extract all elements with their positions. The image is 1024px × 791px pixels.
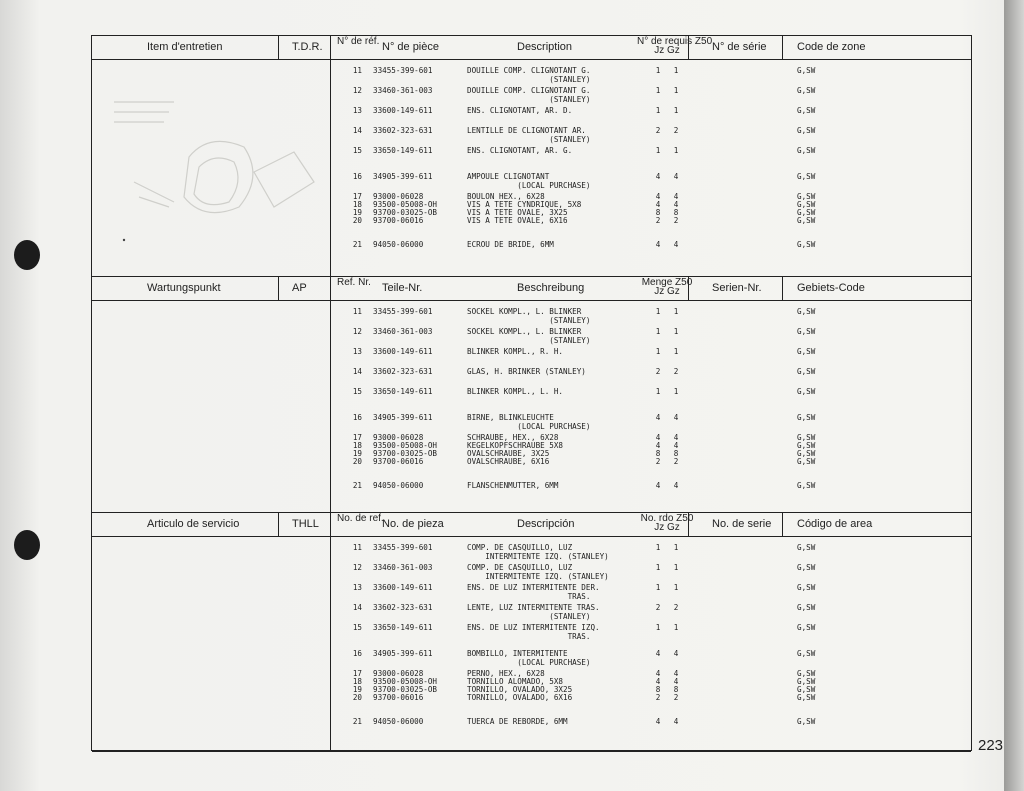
quantity-gz: 4	[673, 433, 679, 442]
part-description: TORNILLO, OVALADO, 3X25	[467, 685, 573, 694]
part-description: DOUILLE COMP. CLIGNOTANT G. (STANLEY)	[467, 86, 591, 104]
quantity-jz: 1	[655, 327, 661, 336]
quantity-gz: 4	[673, 717, 679, 726]
quantity-jz: 4	[655, 172, 661, 181]
ref-number: 20	[352, 693, 362, 702]
binding-edge	[1004, 0, 1024, 791]
part-number: 94050-06000	[373, 481, 424, 490]
quantity-gz: 1	[673, 563, 679, 572]
part-number: 34905-399-611	[373, 172, 433, 181]
part-description: VIS A TETE OVALE, 3X25	[467, 208, 568, 217]
quantity-gz: 1	[673, 387, 679, 396]
parts-table-frame	[91, 35, 972, 751]
ref-number: 14	[352, 603, 362, 612]
part-description: SOCKEL KOMPL., L. BLINKER (STANLEY)	[467, 327, 591, 345]
part-description: BLINKER KOMPL., L. H.	[467, 387, 564, 396]
part-number: 34905-399-611	[373, 649, 433, 658]
part-number: 33650-149-611	[373, 387, 433, 396]
zone-code: G,SW	[797, 172, 816, 181]
section-header	[92, 277, 971, 301]
header-ref-number: N° de réf.	[337, 36, 380, 47]
zone-code: G,SW	[797, 307, 816, 316]
part-description: TUERCA DE REBORDE, 6MM	[467, 717, 568, 726]
quantity-jz: 2	[655, 457, 661, 466]
quantity-jz: 4	[655, 413, 661, 422]
header-divider	[688, 513, 689, 537]
header-quantity-model: N° de requis Z50	[637, 36, 713, 47]
quantity-gz: 1	[673, 106, 679, 115]
part-number: 93000-06028	[373, 192, 424, 201]
part-description: ENS. CLIGNOTANT, AR. D.	[467, 106, 573, 115]
quantity-jz: 4	[655, 649, 661, 658]
quantity-gz: 4	[673, 669, 679, 678]
ref-number: 19	[352, 685, 362, 694]
zone-code: G,SW	[797, 717, 816, 726]
header-serial-number: No. de serie	[712, 518, 772, 530]
ref-number: 16	[352, 172, 362, 181]
header-ref-number: No. de ref.	[337, 513, 384, 524]
part-description: KEGELKOPFSCHRAUBE 5X8	[467, 441, 564, 450]
header-part-number: Teile-Nr.	[382, 282, 423, 294]
header-description: Beschreibung	[517, 282, 585, 294]
binder-hole-top	[14, 240, 40, 270]
part-number: 93500-05008-OH	[373, 677, 438, 686]
zone-code: G,SW	[797, 583, 816, 592]
header-divider	[278, 36, 279, 60]
part-number: 93700-06016	[373, 457, 424, 466]
quantity-jz: 4	[655, 240, 661, 249]
quantity-gz: 1	[673, 623, 679, 632]
part-number: 33600-149-611	[373, 583, 433, 592]
ref-number: 14	[352, 367, 362, 376]
zone-code: G,SW	[797, 200, 816, 209]
zone-code: G,SW	[797, 347, 816, 356]
parts-section-german	[92, 277, 971, 513]
part-description: DOUILLE COMP. CLIGNOTANT G. (STANLEY)	[467, 66, 591, 84]
part-number: 94050-06000	[373, 717, 424, 726]
ref-number: 18	[352, 677, 362, 686]
part-description: COMP. DE CASQUILLO, LUZ INTERMITENTE IZQ. (STANLEY)	[467, 543, 609, 561]
quantity-gz: 1	[673, 146, 679, 155]
ref-number: 11	[352, 543, 362, 552]
quantity-gz: 1	[673, 327, 679, 336]
quantity-gz: 2	[673, 457, 679, 466]
ref-number: 21	[352, 717, 362, 726]
ref-number: 11	[352, 66, 362, 75]
part-number: 33602-323-631	[373, 126, 433, 135]
zone-code: G,SW	[797, 66, 816, 75]
quantity-gz: 4	[673, 677, 679, 686]
zone-code: G,SW	[797, 327, 816, 336]
zone-code: G,SW	[797, 669, 816, 678]
quantity-jz: 2	[655, 216, 661, 225]
zone-code: G,SW	[797, 86, 816, 95]
quantity-gz: 1	[673, 86, 679, 95]
part-number: 93700-03025-OB	[373, 449, 438, 458]
ref-number: 17	[352, 433, 362, 442]
quantity-gz: 4	[673, 172, 679, 181]
part-description: BIRNE, BLINKLEUCHTE (LOCAL PURCHASE)	[467, 413, 591, 431]
quantity-gz: 1	[673, 307, 679, 316]
quantity-jz: 2	[655, 693, 661, 702]
quantity-jz: 1	[655, 347, 661, 356]
header-divider	[688, 36, 689, 60]
part-description: SOCKEL KOMPL., L. BLINKER (STANLEY)	[467, 307, 591, 325]
ref-number: 15	[352, 623, 362, 632]
part-description: LENTILLE DE CLIGNOTANT AR. (STANLEY)	[467, 126, 591, 144]
part-description: BLINKER KOMPL., R. H.	[467, 347, 564, 356]
part-description: VIS A TETE OVALE, 6X16	[467, 216, 568, 225]
page-number: 223	[978, 737, 1004, 754]
zone-code: G,SW	[797, 563, 816, 572]
quantity-jz: 1	[655, 146, 661, 155]
zone-code: G,SW	[797, 433, 816, 442]
header-description: Description	[517, 41, 573, 53]
ref-number: 18	[352, 441, 362, 450]
part-description: AMPOULE CLIGNOTANT (LOCAL PURCHASE)	[467, 172, 591, 190]
quantity-gz: 2	[673, 603, 679, 612]
part-description: VIS A TETE CYNDRIQUE, 5X8	[467, 200, 582, 209]
part-description: OVALSCHRAUBE, 6X16	[467, 457, 550, 466]
section-header	[92, 513, 971, 537]
ref-number: 21	[352, 481, 362, 490]
header-item: Wartungspunkt	[147, 282, 221, 294]
zone-code: G,SW	[797, 192, 816, 201]
quantity-gz: 8	[673, 449, 679, 458]
header-divider	[782, 36, 783, 60]
part-number: 93000-06028	[373, 433, 424, 442]
quantity-jz: 1	[655, 66, 661, 75]
ref-number: 17	[352, 669, 362, 678]
part-number: 33455-399-601	[373, 66, 433, 75]
part-number: 93700-03025-OB	[373, 685, 438, 694]
quantity-gz: 4	[673, 200, 679, 209]
quantity-gz: 2	[673, 126, 679, 135]
quantity-gz: 8	[673, 208, 679, 217]
zone-code: G,SW	[797, 387, 816, 396]
ref-number: 17	[352, 192, 362, 201]
quantity-jz: 2	[655, 603, 661, 612]
zone-code: G,SW	[797, 449, 816, 458]
quantity-jz: 1	[655, 583, 661, 592]
part-number: 33650-149-611	[373, 623, 433, 632]
part-description: BOMBILLO, INTERMITENTE (LOCAL PURCHASE)	[467, 649, 591, 667]
binder-hole-bottom	[14, 530, 40, 560]
quantity-gz: 2	[673, 367, 679, 376]
header-part-number: No. de pieza	[382, 518, 444, 530]
header-divider	[688, 277, 689, 301]
part-number: 33460-361-003	[373, 563, 433, 572]
parts-section-french	[92, 36, 971, 277]
quantity-jz: 4	[655, 481, 661, 490]
header-serial-number: N° de série	[712, 41, 767, 53]
header-quantity-variants: Jz Gz	[654, 286, 680, 297]
quantity-jz: 4	[655, 192, 661, 201]
zone-code: G,SW	[797, 441, 816, 450]
header-divider	[782, 513, 783, 537]
header-zone-code: Código de area	[797, 518, 873, 530]
zone-code: G,SW	[797, 457, 816, 466]
header-serial-number: Serien-Nr.	[712, 282, 762, 294]
zone-code: G,SW	[797, 693, 816, 702]
part-number: 93700-03025-OB	[373, 208, 438, 217]
quantity-gz: 1	[673, 583, 679, 592]
ref-number: 13	[352, 106, 362, 115]
header-divider	[278, 513, 279, 537]
part-description: ENS. DE LUZ INTERMITENTE DER. TRAS.	[467, 583, 600, 601]
part-number: 93700-06016	[373, 216, 424, 225]
quantity-gz: 1	[673, 347, 679, 356]
zone-code: G,SW	[797, 481, 816, 490]
ref-number: 20	[352, 457, 362, 466]
header-description: Descripción	[517, 518, 575, 530]
quantity-jz: 4	[655, 200, 661, 209]
quantity-gz: 2	[673, 693, 679, 702]
ref-number: 19	[352, 208, 362, 217]
header-ref-number: Ref. Nr.	[337, 277, 371, 288]
quantity-jz: 1	[655, 106, 661, 115]
section-header	[92, 36, 971, 60]
quantity-jz: 4	[655, 441, 661, 450]
zone-code: G,SW	[797, 543, 816, 552]
zone-code: G,SW	[797, 603, 816, 612]
zone-code: G,SW	[797, 146, 816, 155]
parts-section-spanish	[92, 513, 971, 752]
quantity-jz: 4	[655, 717, 661, 726]
quantity-gz: 2	[673, 216, 679, 225]
ref-number: 13	[352, 347, 362, 356]
part-number: 93000-06028	[373, 669, 424, 678]
ref-number: 12	[352, 327, 362, 336]
part-description: OVALSCHRAUBE, 3X25	[467, 449, 550, 458]
header-part-number: N° de pièce	[382, 41, 439, 53]
ref-number: 18	[352, 200, 362, 209]
quantity-gz: 4	[673, 481, 679, 490]
zone-code: G,SW	[797, 649, 816, 658]
part-number: 33460-361-003	[373, 86, 433, 95]
zone-code: G,SW	[797, 216, 816, 225]
part-number: 94050-06000	[373, 240, 424, 249]
ref-number: 15	[352, 387, 362, 396]
header-item: Articulo de servicio	[147, 518, 240, 530]
header-zone-code: Code de zone	[797, 41, 866, 53]
part-number: 33460-361-003	[373, 327, 433, 336]
part-description: LENTE, LUZ INTERMITENTE TRAS. (STANLEY)	[467, 603, 600, 621]
part-description: COMP. DE CASQUILLO, LUZ INTERMITENTE IZQ. (STANLEY)	[467, 563, 609, 581]
ref-number: 12	[352, 563, 362, 572]
header-divider	[278, 277, 279, 301]
part-number: 33602-323-631	[373, 367, 433, 376]
header-zone-code: Gebiets-Code	[797, 282, 865, 294]
quantity-gz: 1	[673, 543, 679, 552]
header-quantity-variants: Jz Gz	[654, 45, 680, 56]
header-quantity-model: No. rdo Z50	[640, 513, 694, 524]
part-number: 33455-399-601	[373, 543, 433, 552]
header-tdr: AP	[292, 282, 307, 294]
zone-code: G,SW	[797, 623, 816, 632]
header-quantity-model: Menge Z50	[641, 277, 693, 288]
ref-number: 11	[352, 307, 362, 316]
zone-code: G,SW	[797, 240, 816, 249]
part-description: GLAS, H. BRINKER (STANLEY)	[467, 367, 586, 376]
part-number: 93500-05008-OH	[373, 441, 438, 450]
part-description: FLANSCHENMUTTER, 6MM	[467, 481, 559, 490]
zone-code: G,SW	[797, 126, 816, 135]
column-divider	[330, 36, 331, 750]
header-divider	[782, 277, 783, 301]
part-number: 33600-149-611	[373, 106, 433, 115]
quantity-gz: 4	[673, 413, 679, 422]
part-description: PERNO, HEX., 6X28	[467, 669, 545, 678]
ref-number: 14	[352, 126, 362, 135]
quantity-jz: 1	[655, 623, 661, 632]
part-description: TORNILLO ALOMADO, 5X8	[467, 677, 564, 686]
quantity-jz: 2	[655, 367, 661, 376]
exploded-view-diagram	[94, 62, 329, 282]
quantity-gz: 4	[673, 192, 679, 201]
quantity-jz: 1	[655, 307, 661, 316]
ref-number: 15	[352, 146, 362, 155]
quantity-jz: 4	[655, 433, 661, 442]
header-tdr: THLL	[292, 518, 319, 530]
quantity-jz: 1	[655, 86, 661, 95]
ref-number: 21	[352, 240, 362, 249]
part-number: 33650-149-611	[373, 146, 433, 155]
quantity-jz: 8	[655, 685, 661, 694]
part-description: BOULON HEX., 6X28	[467, 192, 545, 201]
part-number: 33602-323-631	[373, 603, 433, 612]
ref-number: 16	[352, 649, 362, 658]
header-tdr: T.D.R.	[292, 41, 323, 53]
header-quantity-variants: Jz Gz	[654, 522, 680, 533]
zone-code: G,SW	[797, 367, 816, 376]
part-number: 34905-399-611	[373, 413, 433, 422]
part-number: 93700-06016	[373, 693, 424, 702]
quantity-jz: 8	[655, 449, 661, 458]
part-description: ECROU DE BRIDE, 6MM	[467, 240, 554, 249]
zone-code: G,SW	[797, 677, 816, 686]
quantity-jz: 2	[655, 126, 661, 135]
part-number: 33455-399-601	[373, 307, 433, 316]
quantity-gz: 4	[673, 441, 679, 450]
part-description: ENS. DE LUZ INTERMITENTE IZQ. TRAS.	[467, 623, 600, 641]
zone-code: G,SW	[797, 208, 816, 217]
ref-number: 12	[352, 86, 362, 95]
zone-code: G,SW	[797, 106, 816, 115]
zone-code: G,SW	[797, 685, 816, 694]
part-number: 33600-149-611	[373, 347, 433, 356]
quantity-jz: 1	[655, 563, 661, 572]
part-description: TORNILLO, OVALADO, 6X16	[467, 693, 573, 702]
quantity-jz: 4	[655, 669, 661, 678]
header-item: Item d'entretien	[147, 41, 223, 53]
part-description: ENS. CLIGNOTANT, AR. G.	[467, 146, 573, 155]
quantity-jz: 4	[655, 677, 661, 686]
quantity-jz: 1	[655, 387, 661, 396]
ref-number: 13	[352, 583, 362, 592]
part-number: 93500-05008-OH	[373, 200, 438, 209]
quantity-gz: 4	[673, 240, 679, 249]
ref-number: 19	[352, 449, 362, 458]
quantity-gz: 1	[673, 66, 679, 75]
quantity-gz: 8	[673, 685, 679, 694]
ref-number: 16	[352, 413, 362, 422]
zone-code: G,SW	[797, 413, 816, 422]
ref-number: 20	[352, 216, 362, 225]
quantity-gz: 4	[673, 649, 679, 658]
quantity-jz: 1	[655, 543, 661, 552]
part-description: SCHRAUBE, HEX., 6X28	[467, 433, 559, 442]
quantity-jz: 8	[655, 208, 661, 217]
